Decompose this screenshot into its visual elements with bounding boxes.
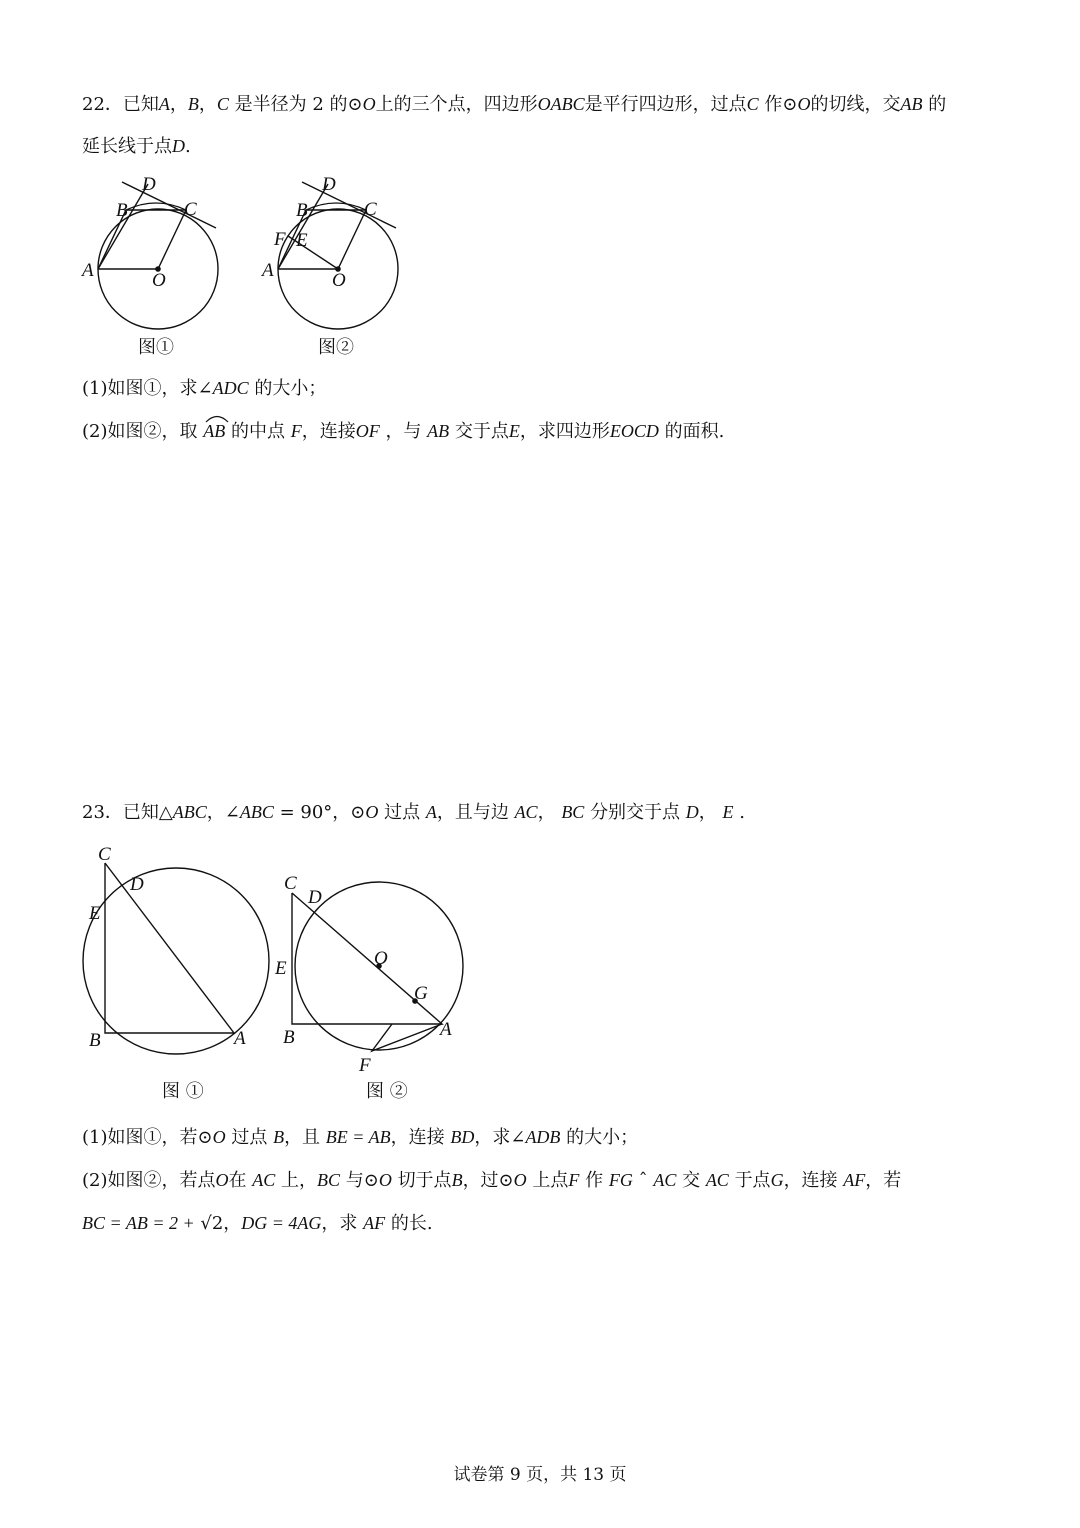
q22-stem-line1: 22．已知A，B，C 是半径为 2 的⊙O上的三个点，四边形OABC是平行四边形，过点C 作⊙O的切线，交AB 的 bbox=[82, 94, 947, 115]
line-ab-extended bbox=[98, 184, 148, 269]
label-d: D bbox=[322, 174, 336, 195]
q22-part2: (2)如图②，取 AB 的中点 F，连接OF ，与 AB 交于点E，求四边形EOCD 的面积. bbox=[82, 419, 724, 444]
figure-caption: 图 ② bbox=[366, 1081, 408, 1102]
label-c: C bbox=[364, 199, 377, 220]
q22-stem-line2: 延长线于点D. bbox=[82, 136, 191, 157]
figure-caption: 图① bbox=[138, 337, 174, 358]
q23-figure-1 bbox=[78, 840, 278, 1110]
arc-mark bbox=[204, 413, 230, 423]
q23-part1: (1)如图①，若⊙O 过点 B，且 BE = AB，连接 BD，求∠ADB 的大小； bbox=[82, 1127, 639, 1148]
parallelogram-oabc bbox=[98, 210, 186, 269]
label-d: D bbox=[142, 174, 156, 195]
arc-ab-notation: AB bbox=[203, 419, 225, 444]
label-b: B bbox=[89, 1030, 101, 1051]
label-b: B bbox=[116, 200, 128, 221]
circle-o bbox=[83, 868, 269, 1054]
q23-figure-2 bbox=[272, 868, 472, 1110]
label-f: F bbox=[274, 229, 286, 250]
q22-figure-1 bbox=[78, 170, 228, 365]
label-e: E bbox=[89, 903, 101, 924]
page-footer: 试卷第 9 页，共 13 页 bbox=[453, 1465, 627, 1485]
label-a: A bbox=[234, 1028, 246, 1049]
q23-part2-line2: BC = AB = 2 + √2，DG = 4AG，求 AF 的长. bbox=[82, 1213, 433, 1234]
triangle-abc bbox=[292, 893, 442, 1024]
label-d: D bbox=[130, 874, 144, 895]
label-e: E bbox=[275, 958, 287, 979]
q22-figure-2 bbox=[258, 170, 408, 365]
label-e: E bbox=[296, 230, 308, 251]
line-ab-extended bbox=[278, 184, 328, 269]
figure-caption: 图② bbox=[318, 337, 354, 358]
label-b: B bbox=[296, 200, 308, 221]
label-c: C bbox=[284, 873, 297, 894]
q23-stem: 23．已知△ABC，∠ABC = 90°，⊙O 过点 A，且与边 AC， BC 分别交于点 D， E . bbox=[82, 802, 745, 823]
parallelogram-oabc bbox=[278, 210, 366, 269]
label-c: C bbox=[184, 199, 197, 220]
label-o: O bbox=[374, 948, 388, 969]
label-c: C bbox=[98, 844, 111, 865]
q22-part1: (1)如图①，求∠ADC 的大小； bbox=[82, 378, 327, 399]
label-b: B bbox=[283, 1027, 295, 1048]
triangle-abc bbox=[105, 863, 234, 1033]
label-d: D bbox=[308, 887, 322, 908]
label-a: A bbox=[82, 260, 94, 281]
segments-gf-af bbox=[372, 1024, 442, 1051]
label-o: O bbox=[152, 270, 166, 291]
triangle-symbol: △ bbox=[158, 802, 173, 823]
figure-caption: 图 ① bbox=[162, 1081, 204, 1102]
label-o: O bbox=[332, 270, 346, 291]
label-f: F bbox=[359, 1055, 371, 1076]
label-g: G bbox=[414, 983, 428, 1004]
label-a: A bbox=[262, 260, 274, 281]
q23-part2-line1: (2)如图②，若点O在 AC 上，BC 与⊙O 切于点B，过⊙O 上点F 作 FG ˆ AC 交 AC 于点G，连接 AF，若 bbox=[82, 1170, 902, 1191]
label-a: A bbox=[440, 1019, 452, 1040]
